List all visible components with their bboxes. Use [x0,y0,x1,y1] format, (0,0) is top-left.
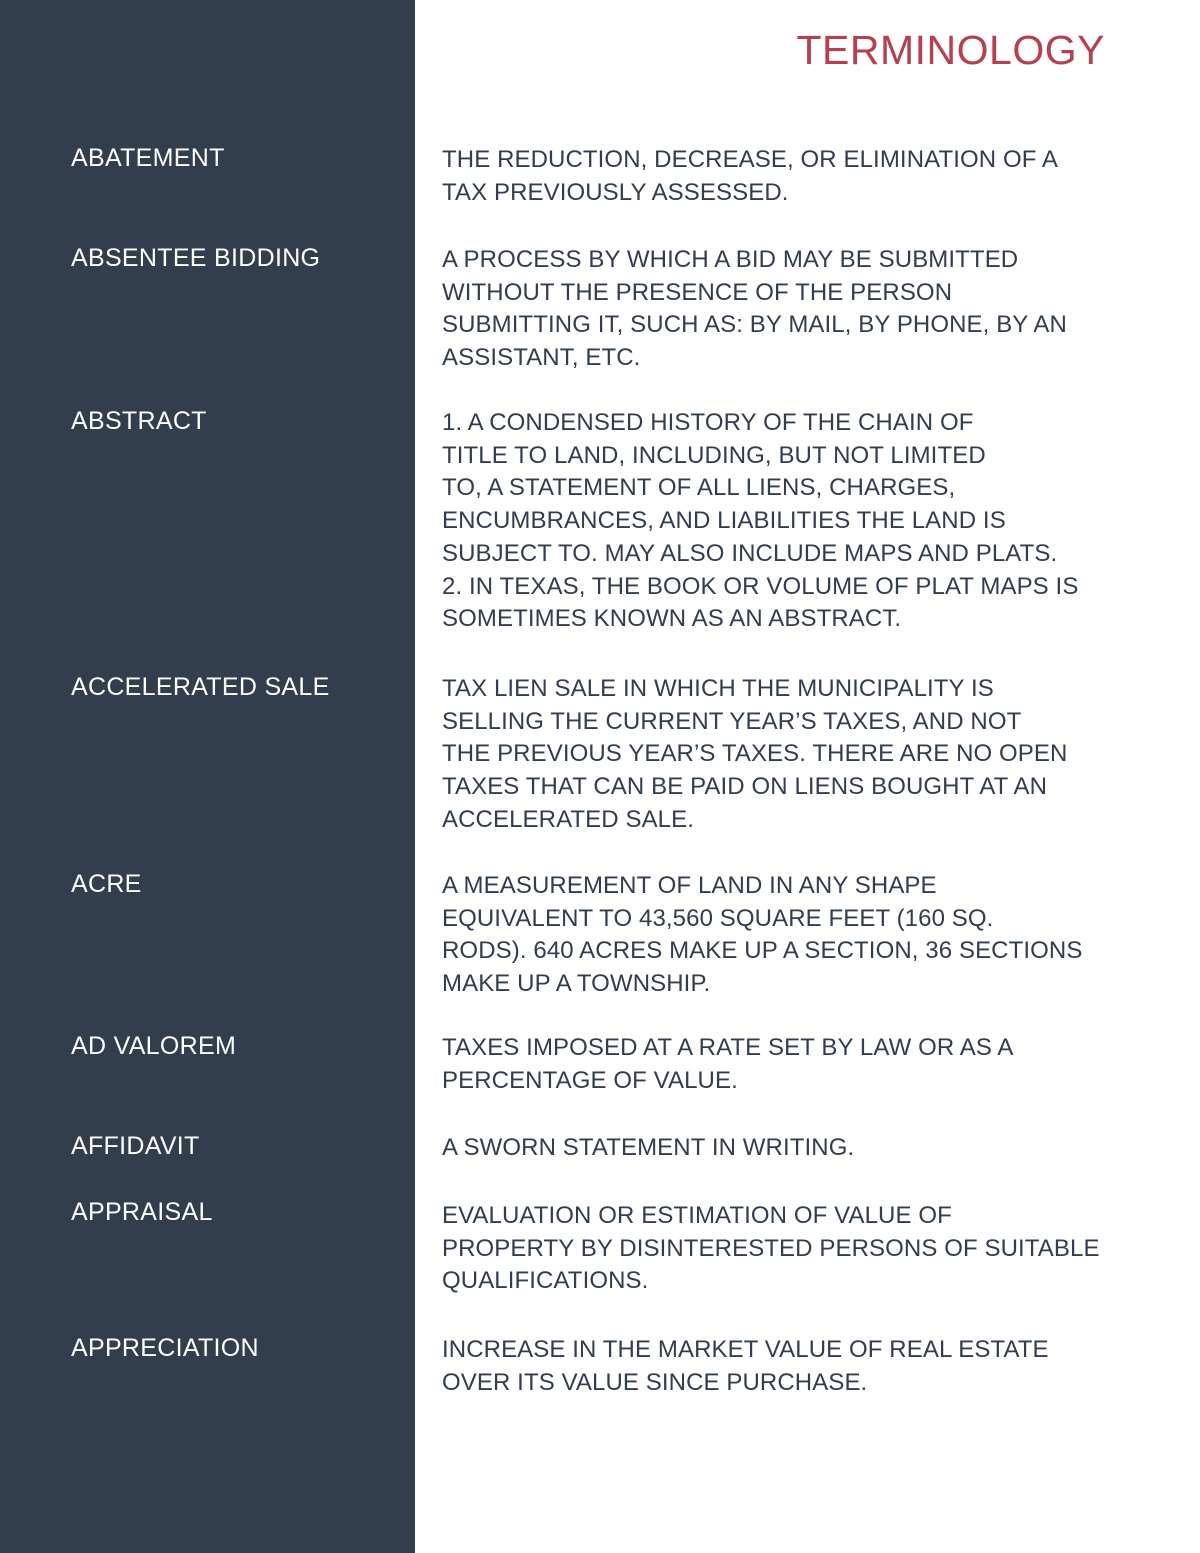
glossary-definition: TAXES IMPOSED AT A RATE SET BY LAW OR AS A PERCENTAGE OF VALUE. [442,1034,1014,1094]
glossary-definition: A MEASUREMENT OF LAND IN ANY SHAPE EQUIVALENT TO 43,560 SQUARE FEET (160 SQ. RODS). 640 ACRES MAKE UP A SECTION, 36 SECTIONS MAKE UP A TOWNSHIP. [442,872,1083,998]
glossary-definition: A SWORN STATEMENT IN WRITING. [442,1134,855,1161]
glossary-term: ABSTRACT [71,407,207,435]
glossary-term: ABATEMENT [71,144,225,172]
glossary-term: APPRAISAL [71,1198,213,1226]
glossary-term: AD VALOREM [71,1032,237,1060]
glossary-definition: THE REDUCTION, DECREASE, OR ELIMINATION OF A TAX PREVIOUSLY ASSESSED. [442,146,1059,206]
glossary-definition: EVALUATION OR ESTIMATION OF VALUE OF PROPERTY BY DISINTERESTED PERSONS OF SUITABLE QUALIFICATIONS. [442,1202,1100,1295]
glossary-definition: A PROCESS BY WHICH A BID MAY BE SUBMITTED WITHOUT THE PRESENCE OF THE PERSON SUBMITTING IT, SUCH AS: BY MAIL, BY PHONE, BY AN ASSISTANT, ETC. [442,246,1067,372]
glossary-term: ACCELERATED SALE [71,673,330,701]
glossary-term: ABSENTEE BIDDING [71,244,321,272]
glossary-definition: INCREASE IN THE MARKET VALUE OF REAL ESTATE OVER ITS VALUE SINCE PURCHASE. [442,1336,1049,1396]
glossary-term: AFFIDAVIT [71,1132,200,1160]
glossary-definition: TAX LIEN SALE IN WHICH THE MUNICIPALITY IS SELLING THE CURRENT YEAR’S TAXES, AND NOT THE PREVIOUS YEAR’S TAXES. THERE ARE NO OPEN TAXES THAT CAN BE PAID ON LIENS BOUGHT AT AN ACCELERATED SALE. [442,675,1068,833]
terms-sidebar [0,0,415,1553]
glossary-definition: 1. A CONDENSED HISTORY OF THE CHAIN OF TITLE TO LAND, INCLUDING, BUT NOT LIMITED TO, A STATEMENT OF ALL LIENS, CHARGES, ENCUMBRANCES, AND LIABILITIES THE LAND IS SUBJECT TO. MAY ALSO INCLUDE MAPS AND PLATS. 2. IN TEXAS, THE BOOK OR VOLUME OF PLAT MAPS IS SOMETIMES KNOWN AS AN ABSTRACT. [442,409,1079,633]
glossary-term: APPRECIATION [71,1334,259,1362]
page-title: TERMINOLOGY [796,27,1105,73]
glossary-term: ACRE [71,870,142,898]
